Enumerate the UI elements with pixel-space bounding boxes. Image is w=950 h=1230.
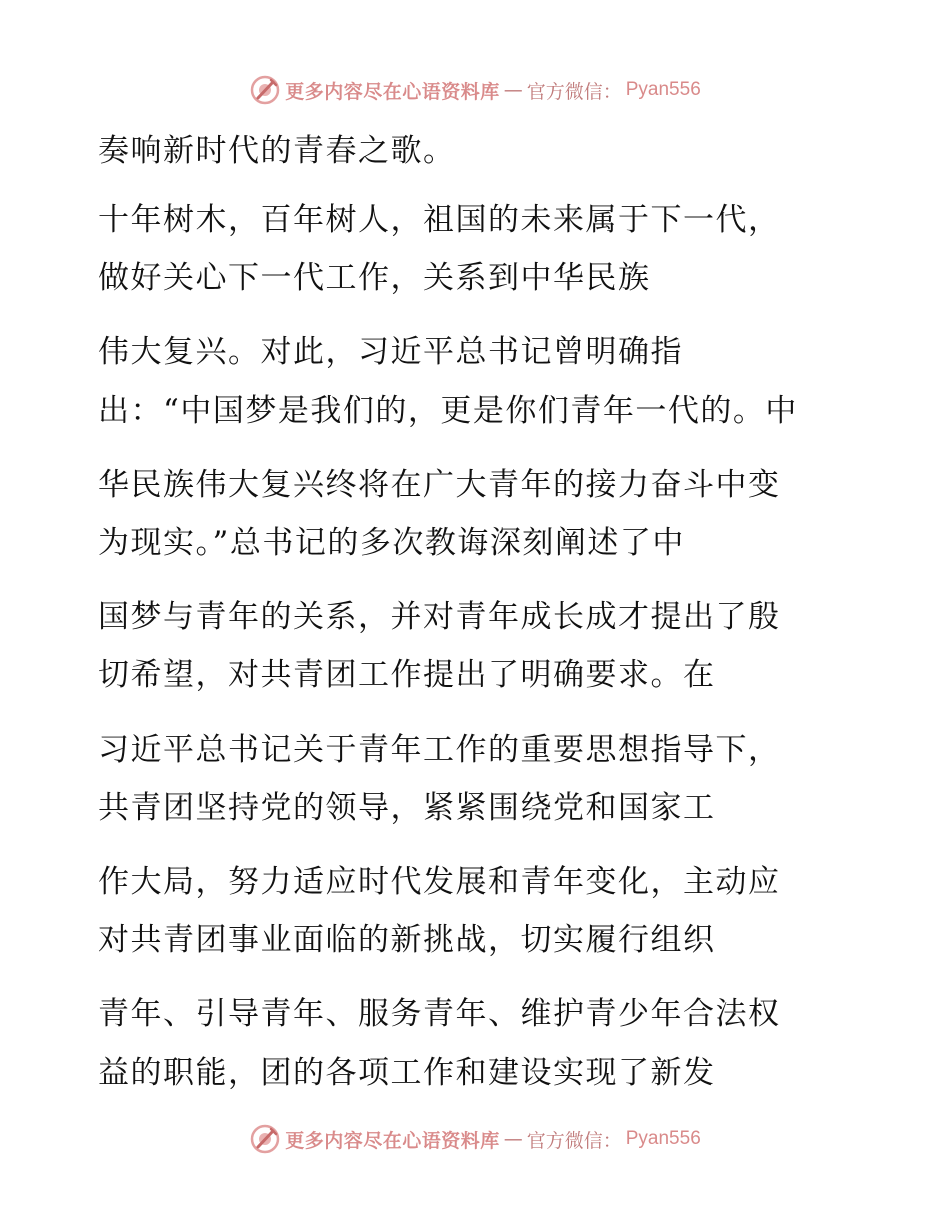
watermark-sub-text: 官方微信： — [526, 1129, 622, 1152]
watermark-main-text: 更多内容尽在心语资料库 — [285, 1129, 500, 1152]
footer-watermark-content — [249, 1123, 701, 1155]
watermark-wechat-id: Pyan556 — [625, 1128, 701, 1149]
text-line: 十年树木，百年树人，祖国的未来属于下一代， — [98, 202, 781, 238]
text-line: 对共青团事业面临的新挑战，切实履行组织 — [98, 922, 716, 958]
watermark-separator: — — [503, 1128, 523, 1150]
logo-icon — [249, 1123, 281, 1155]
text-line: 奏响新时代的青春之歌。 — [98, 133, 456, 169]
footer-watermark — [0, 1119, 950, 1159]
text-line: 出：“中国梦是我们的，更是你们青年一代的。中 — [98, 393, 798, 429]
text-line: 习近平总书记关于青年工作的重要思想指导下， — [98, 732, 781, 768]
text-line: 为现实。”总书记的多次教诲深刻阐述了中 — [98, 525, 685, 561]
text-line: 共青团坚持党的领导，紧紧围绕党和国家工 — [98, 790, 716, 826]
watermark-sub-text: 官方微信： — [526, 80, 622, 103]
watermark-wechat-id: Pyan556 — [625, 79, 701, 100]
text-line: 华民族伟大复兴终将在广大青年的接力奋斗中变 — [98, 467, 781, 503]
text-line: 切希望，对共青团工作提出了明确要求。在 — [98, 657, 716, 693]
text-line: 作大局，努力适应时代发展和青年变化，主动应 — [98, 864, 781, 900]
logo-icon — [249, 74, 281, 106]
header-watermark-content — [249, 74, 701, 106]
text-line: 青年、引导青年、服务青年、维护青少年合法权 — [98, 996, 781, 1032]
text-line: 国梦与青年的关系，并对青年成长成才提出了殷 — [98, 599, 781, 635]
watermark-separator: — — [503, 79, 523, 101]
watermark-main-text: 更多内容尽在心语资料库 — [285, 80, 500, 103]
text-line: 伟大复兴。对此，习近平总书记曾明确指 — [98, 334, 683, 370]
text-line: 益的职能，团的各项工作和建设实现了新发 — [98, 1055, 716, 1091]
header-watermark — [0, 70, 950, 110]
text-line: 做好关心下一代工作，关系到中华民族 — [98, 260, 651, 296]
